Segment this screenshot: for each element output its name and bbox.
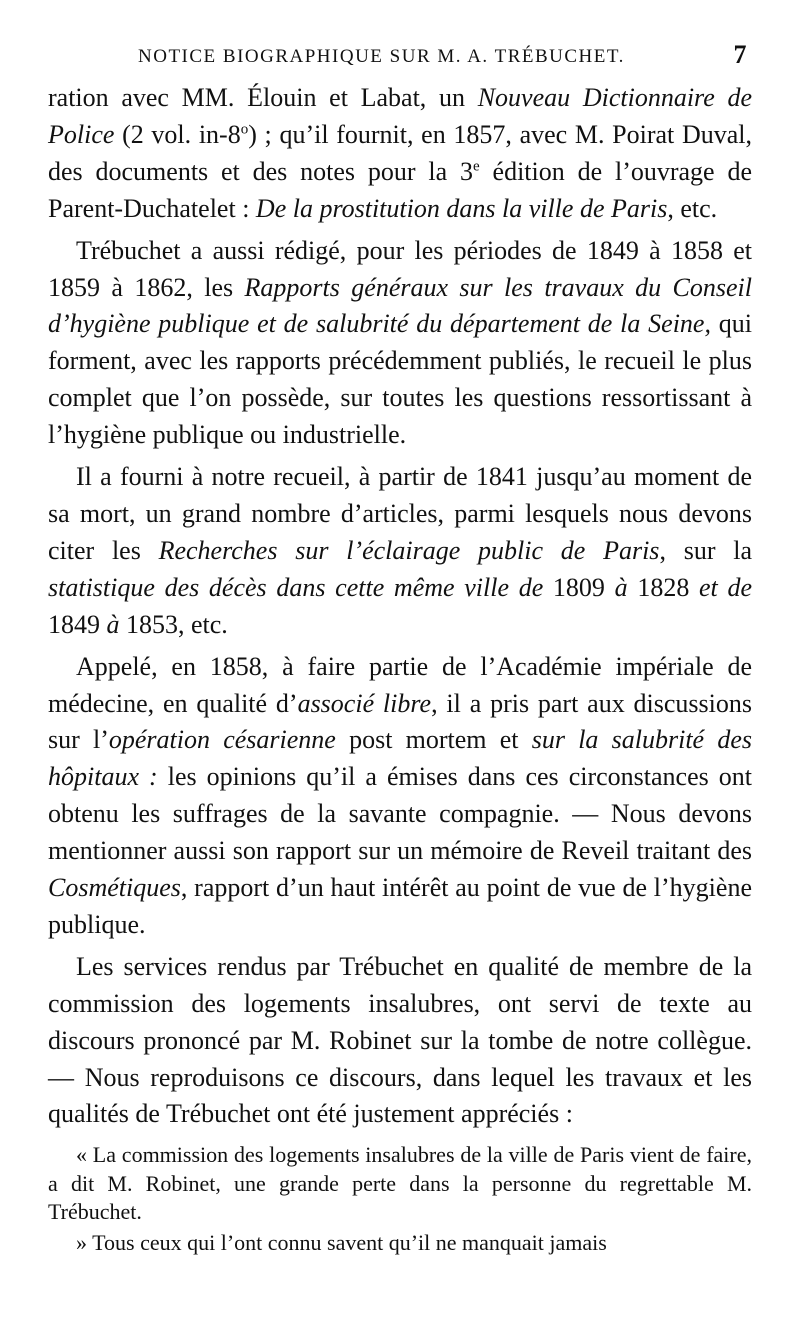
text-run: édition de l’ouvrage de Parent-Duchatelet : bbox=[48, 156, 752, 223]
italic-text: sur la salubrité des hôpitaux : bbox=[48, 725, 752, 792]
text-run: Trébuchet a aussi rédigé, pour les périodes de 1849 à 1858 et 1859 à 1862, les bbox=[48, 235, 752, 302]
text-run: post mortem et bbox=[335, 725, 532, 755]
text-run: , il a pris part aux discussions sur l’ bbox=[48, 688, 752, 755]
italic-text: associé libre bbox=[297, 688, 432, 718]
text-run: Il a fourni à notre recueil, à partir de 1841 jusqu’au moment de sa mort, un grand nombre d’articles, parmi lesquels nous devons citer les bbox=[48, 462, 752, 565]
text-run: 1809 bbox=[543, 572, 615, 602]
superscript: o bbox=[240, 121, 249, 138]
text-run: (2 vol. in-8 bbox=[114, 119, 241, 149]
italic-text: opération césarienne bbox=[108, 725, 336, 755]
text-run: qui forment, avec les rapports précédemment publiés, le recueil le plus complet que l’on possède, sur toutes les questions ressortissant à l’hygiène publique ou industrielle. bbox=[48, 309, 752, 450]
body-text bbox=[48, 80, 752, 1133]
quoted-speech bbox=[48, 1141, 752, 1257]
italic-text: à bbox=[614, 572, 628, 602]
text-run: , rapport d’un haut intérêt au point de vue de l’hygiène publique. bbox=[48, 873, 752, 939]
italic-text: De la prostitution dans la ville de Paris bbox=[255, 193, 668, 223]
text-run: ) ; qu’il fournit, en 1857, avec M. Poirat Duval, des documents et des notes pour la 3 bbox=[48, 119, 752, 186]
quote-paragraph: » Tous ceux qui l’ont connu savent qu’il ne manquait jamais bbox=[76, 1229, 607, 1255]
paragraph bbox=[48, 233, 752, 454]
paragraph bbox=[48, 459, 752, 644]
italic-text: Rapports généraux sur les travaux du Conseil d’hygiène publique et de salubrité du département de la Seine, bbox=[48, 272, 752, 339]
italic-text: Nouveau Dictionnaire de Police bbox=[48, 83, 752, 149]
running-head-title: NOTICE BIOGRAPHIQUE SUR M. A. TRÉBUCHET. bbox=[138, 46, 625, 67]
superscript: e bbox=[473, 158, 480, 175]
text-run: Appelé, en 1858, à faire partie de l’Académie impériale de médecine, en qualité d’ bbox=[48, 651, 752, 718]
italic-text: Recherches sur l’éclairage public de Paris bbox=[158, 535, 660, 565]
italic-text: statistique des décès dans cette même ville de bbox=[48, 572, 544, 602]
text-run: , etc. bbox=[667, 193, 718, 223]
text-run: les opinions qu’il a émises dans ces circonstances ont obtenu les suffrages de la savante compagnie. — Nous devons mentionner aussi son rapport sur un mémoire de Reveil traitant des bbox=[48, 762, 752, 866]
quote-paragraph: « La commission des logements insalubres de la ville de Paris vient de faire, a dit M. Robinet, une grande perte dans la personne du regrettable M. Trébuchet. bbox=[48, 1142, 752, 1225]
running-head bbox=[48, 40, 752, 72]
paragraph bbox=[48, 80, 752, 228]
text-run: 1853, etc. bbox=[119, 609, 228, 639]
italic-text: et de bbox=[699, 572, 753, 602]
paragraph bbox=[48, 649, 752, 944]
italic-text: à bbox=[106, 609, 120, 639]
text-run: ration avec MM. Élouin et Labat, un bbox=[48, 83, 478, 112]
text-run: , sur la bbox=[659, 535, 752, 565]
text-run: 1828 bbox=[627, 572, 700, 602]
page-number: 7 bbox=[733, 40, 748, 69]
text-run: 1849 bbox=[48, 609, 107, 639]
text-run: Les services rendus par Trébuchet en qualité de membre de la commission des logements insalubres, ont servi de texte au discours prononcé par M. Robinet sur la tombe de notre collègue. — Nous reproduisons ce discours, dans lequel les travaux et les qualités de Trébuchet ont été justement appréciés : bbox=[48, 951, 752, 1129]
italic-text: Cosmétiques bbox=[48, 873, 181, 903]
paragraph bbox=[48, 949, 752, 1134]
